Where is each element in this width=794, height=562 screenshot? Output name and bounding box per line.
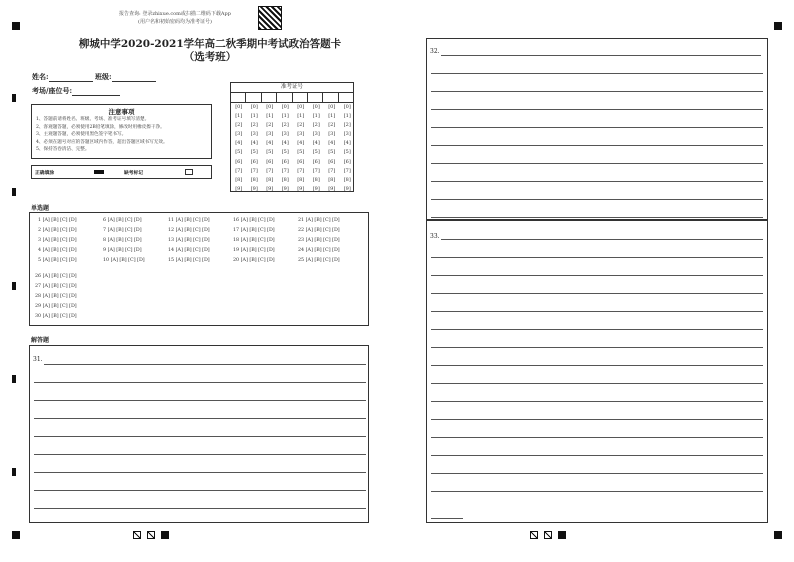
class-label: 班级: — [95, 72, 112, 81]
answer-line[interactable] — [431, 145, 763, 146]
exam-id-bubble[interactable]: [5] — [266, 149, 274, 156]
exam-id-bubble[interactable]: [8] — [281, 176, 289, 183]
exam-id-bubble[interactable]: [8] — [297, 176, 305, 183]
exam-id-bubble[interactable]: [9] — [312, 185, 320, 192]
notice-title: 注意事项 — [108, 108, 135, 116]
choice-question[interactable]: 22 [A] [B] [C] [D] — [298, 228, 340, 233]
question-33-number: 33. — [430, 233, 440, 240]
answer-line[interactable] — [34, 490, 366, 491]
name-row — [32, 72, 156, 82]
answer-line[interactable] — [34, 472, 366, 473]
exam-id-bubble[interactable]: [0] — [312, 104, 320, 110]
choice-question[interactable]: 25 [A] [B] [C] [D] — [298, 258, 340, 263]
answer-line[interactable] — [34, 454, 366, 455]
exam-id-bubble[interactable]: [4] — [328, 140, 336, 147]
timing-mark — [12, 282, 16, 290]
exam-id-bubble[interactable]: [0] — [343, 104, 351, 110]
exam-id-bubble[interactable]: [7] — [281, 167, 289, 174]
exam-id-box — [230, 82, 354, 192]
choice-question[interactable]: 5 [A] [B] [C] [D] — [38, 258, 77, 263]
choice-question[interactable]: 15 [A] [B] [C] [D] — [168, 258, 210, 263]
exam-id-bubble[interactable]: [4] — [266, 140, 274, 147]
seat-field[interactable] — [72, 88, 120, 96]
footer-mark — [544, 531, 552, 539]
exam-id-bubble[interactable]: [2] — [328, 122, 336, 129]
choice-question[interactable]: 8 [A] [B] [C] [D] — [103, 238, 142, 243]
choice-question[interactable]: 16 [A] [B] [C] [D] — [233, 218, 275, 223]
exam-id-bubble[interactable]: [8] — [266, 176, 274, 183]
notice-item: 5、保持答卷清洁、完整。 — [36, 147, 90, 153]
report-note-line2: (用户名和初始密码均为准考证号) — [138, 19, 212, 25]
answer-line[interactable] — [441, 55, 761, 56]
exam-id-bubble[interactable]: [6] — [266, 158, 274, 165]
notice-item: 4、必须在题号对应的答题区域内作答，超出答题区域书写无效。 — [36, 139, 168, 145]
timing-mark — [12, 375, 16, 383]
single-choice-label: 单选题 — [31, 205, 50, 212]
exam-id-bubble[interactable]: [2] — [235, 122, 243, 129]
essay-label: 解答题 — [31, 337, 50, 344]
legend-box — [31, 165, 212, 179]
choice-question[interactable]: 26 [A] [B] [C] [D] — [35, 274, 77, 279]
registration-mark — [774, 22, 782, 30]
name-field[interactable] — [49, 74, 93, 82]
answer-line[interactable] — [431, 181, 763, 182]
exam-id-bubble[interactable]: [8] — [312, 176, 320, 183]
exam-id-bubble[interactable]: [7] — [235, 167, 243, 174]
absent-mark-box[interactable] — [185, 169, 193, 175]
exam-id-bubble[interactable]: [3] — [235, 131, 243, 138]
exam-id-bubble[interactable]: [2] — [266, 122, 274, 129]
qr-code — [258, 6, 282, 30]
exam-id-bubble[interactable]: [2] — [297, 122, 305, 129]
exam-id-bubble[interactable]: [7] — [266, 167, 274, 174]
choice-question[interactable]: 4 [A] [B] [C] [D] — [38, 248, 77, 253]
exam-id-bubble[interactable]: [8] — [235, 176, 243, 183]
exam-id-bubble[interactable]: [8] — [343, 176, 351, 183]
exam-id-column — [262, 103, 278, 194]
report-note — [100, 10, 250, 26]
exam-id-bubble[interactable]: [1] — [328, 113, 336, 120]
exam-id-bubble[interactable]: [0] — [266, 104, 274, 110]
choice-question[interactable]: 7 [A] [B] [C] [D] — [103, 228, 142, 233]
exam-id-bubble[interactable]: [4] — [297, 140, 305, 147]
title-line1: 柳城中学2020-2021学年高二秋季期中考试政治答题卡 — [78, 38, 342, 50]
footer-mark — [161, 531, 169, 539]
notice-item: 2、客观题答题，必须使用2B铅笔填涂，修改时用橡皮擦干净。 — [36, 124, 165, 130]
answer-line[interactable] — [431, 455, 763, 456]
exam-id-bubble[interactable]: [3] — [312, 131, 320, 138]
answer-line[interactable] — [431, 365, 763, 366]
choice-question[interactable]: 6 [A] [B] [C] [D] — [103, 218, 142, 223]
exam-id-column — [340, 103, 356, 194]
title-line2: （选考班） — [183, 51, 237, 63]
exam-id-bubble[interactable]: [0] — [281, 104, 289, 110]
answer-line[interactable] — [431, 73, 763, 74]
timing-mark — [12, 188, 16, 196]
choice-question[interactable]: 18 [A] [B] [C] [D] — [233, 238, 275, 243]
exam-id-bubble[interactable]: [4] — [235, 140, 243, 147]
exam-id-bubble[interactable]: [3] — [250, 131, 258, 138]
exam-id-bubble[interactable]: [8] — [250, 176, 258, 183]
choice-question[interactable]: 10 [A] [B] [C] [D] — [103, 258, 145, 263]
exam-id-bubble[interactable]: [1] — [297, 113, 305, 120]
exam-id-bubble[interactable]: [5] — [281, 149, 289, 156]
exam-id-column — [293, 103, 309, 194]
correct-fill-sample — [94, 170, 104, 174]
exam-id-bubble[interactable]: [1] — [281, 113, 289, 120]
seat-row — [32, 86, 120, 96]
footer-mark — [147, 531, 155, 539]
answer-line[interactable] — [431, 293, 763, 294]
choice-question[interactable]: 21 [A] [B] [C] [D] — [298, 218, 340, 223]
exam-id-bubble[interactable]: [2] — [250, 122, 258, 129]
timing-mark — [12, 468, 16, 476]
exam-id-column — [324, 103, 340, 194]
correct-fill-label: 正确填涂 — [35, 170, 55, 176]
exam-id-bubble[interactable]: [3] — [297, 131, 305, 138]
seat-label: 考场/座位号: — [32, 86, 73, 95]
exam-id-bubble[interactable]: [9] — [235, 185, 243, 192]
choice-question[interactable]: 14 [A] [B] [C] [D] — [168, 248, 210, 253]
choice-question[interactable]: 29 [A] [B] [C] [D] — [35, 304, 77, 309]
exam-id-bubble[interactable]: [1] — [250, 113, 258, 120]
registration-mark — [12, 22, 20, 30]
notice-item: 3、主观题答题，必须使用黑色签字笔书写。 — [36, 132, 127, 138]
answer-line[interactable] — [34, 436, 366, 437]
answer-line[interactable] — [431, 419, 763, 420]
answer-line[interactable] — [431, 199, 763, 200]
footer-mark — [530, 531, 538, 539]
exam-id-bubble[interactable]: [2] — [312, 122, 320, 129]
answer-line[interactable] — [44, 364, 366, 365]
exam-id-bubble[interactable]: [9] — [343, 185, 351, 192]
choice-question[interactable]: 27 [A] [B] [C] [D] — [35, 284, 77, 289]
choice-question[interactable]: 23 [A] [B] [C] [D] — [298, 238, 340, 243]
exam-id-column — [278, 103, 294, 194]
answer-line[interactable] — [431, 163, 763, 164]
exam-id-bubble[interactable]: [0] — [328, 104, 336, 110]
choice-question[interactable]: 11 [A] [B] [C] [D] — [168, 218, 210, 223]
answer-line[interactable] — [431, 311, 763, 312]
exam-id-bubble[interactable]: [6] — [343, 158, 351, 165]
answer-line[interactable] — [34, 418, 366, 419]
exam-id-bubble[interactable]: [5] — [250, 149, 258, 156]
exam-id-bubble[interactable]: [7] — [250, 167, 258, 174]
exam-id-bubble[interactable]: [4] — [281, 140, 289, 147]
exam-id-bubble[interactable]: [4] — [343, 140, 351, 147]
exam-id-bubble-grid — [231, 103, 355, 194]
question-31-box — [29, 345, 369, 523]
single-choice-box — [29, 212, 369, 326]
exam-id-write-row[interactable] — [231, 93, 353, 103]
answer-line[interactable] — [431, 217, 763, 218]
answer-line[interactable] — [34, 508, 366, 509]
exam-id-bubble[interactable]: [6] — [250, 158, 258, 165]
exam-id-bubble[interactable]: [7] — [297, 167, 305, 174]
exam-id-column — [309, 103, 325, 194]
question-33-box — [426, 220, 768, 523]
choice-question[interactable]: 28 [A] [B] [C] [D] — [35, 294, 77, 299]
exam-id-bubble[interactable]: [9] — [328, 185, 336, 192]
exam-id-bubble[interactable]: [6] — [281, 158, 289, 165]
exam-id-bubble[interactable]: [7] — [343, 167, 351, 174]
answer-line[interactable] — [431, 109, 763, 110]
exam-id-bubble[interactable]: [3] — [266, 131, 274, 138]
absent-mark-label: 缺考标记 — [124, 170, 144, 176]
exam-id-bubble[interactable]: [0] — [235, 104, 243, 110]
exam-id-bubble[interactable]: [8] — [328, 176, 336, 183]
exam-id-bubble[interactable]: [6] — [297, 158, 305, 165]
exam-id-bubble[interactable]: [9] — [281, 185, 289, 192]
answer-line[interactable] — [431, 347, 763, 348]
answer-line[interactable] — [431, 401, 763, 402]
exam-id-bubble[interactable]: [6] — [235, 158, 243, 165]
question-31-number: 31. — [33, 356, 43, 363]
choice-question[interactable]: 13 [A] [B] [C] [D] — [168, 238, 210, 243]
choice-question[interactable]: 9 [A] [B] [C] [D] — [103, 248, 142, 253]
choice-question[interactable]: 20 [A] [B] [C] [D] — [233, 258, 275, 263]
page-title — [60, 38, 360, 64]
exam-id-column — [247, 103, 263, 194]
question-32-number: 32. — [430, 48, 440, 55]
exam-id-bubble[interactable]: [9] — [250, 185, 258, 192]
footer-mark — [558, 531, 566, 539]
exam-id-bubble[interactable]: [5] — [297, 149, 305, 156]
answer-line[interactable] — [431, 91, 763, 92]
choice-question[interactable]: 30 [A] [B] [C] [D] — [35, 314, 77, 319]
answer-line[interactable] — [431, 518, 463, 519]
exam-id-bubble[interactable]: [3] — [281, 131, 289, 138]
answer-line[interactable] — [431, 491, 763, 492]
name-label: 姓名: — [32, 72, 49, 81]
exam-id-bubble[interactable]: [0] — [297, 104, 305, 110]
answer-line[interactable] — [34, 400, 366, 401]
exam-id-bubble[interactable]: [1] — [343, 113, 351, 120]
footer-mark — [133, 531, 141, 539]
exam-id-bubble[interactable]: [9] — [297, 185, 305, 192]
exam-id-bubble[interactable]: [4] — [250, 140, 258, 147]
exam-id-bubble[interactable]: [5] — [235, 149, 243, 156]
answer-line[interactable] — [431, 383, 763, 384]
exam-id-bubble[interactable]: [7] — [328, 167, 336, 174]
exam-id-bubble[interactable]: [1] — [266, 113, 274, 120]
exam-id-bubble[interactable]: [9] — [266, 185, 274, 192]
exam-id-bubble[interactable]: [5] — [312, 149, 320, 156]
exam-id-bubble[interactable]: [5] — [343, 149, 351, 156]
answer-line[interactable] — [431, 473, 763, 474]
choice-question[interactable]: 1 [A] [B] [C] [D] — [38, 218, 77, 223]
choice-question[interactable]: 17 [A] [B] [C] [D] — [233, 228, 275, 233]
answer-line[interactable] — [431, 437, 763, 438]
answer-line[interactable] — [441, 239, 763, 240]
choice-question[interactable]: 24 [A] [B] [C] [D] — [298, 248, 340, 253]
exam-id-bubble[interactable]: [0] — [250, 104, 258, 110]
notice-item: 1、答题前请将姓名、班级、考场、准考证号填写清楚。 — [36, 117, 150, 122]
question-32-box — [426, 38, 768, 220]
answer-line[interactable] — [431, 275, 763, 276]
exam-id-column — [231, 103, 247, 194]
exam-id-bubble[interactable]: [2] — [343, 122, 351, 129]
exam-id-bubble[interactable]: [5] — [328, 149, 336, 156]
exam-id-bubble[interactable]: [3] — [343, 131, 351, 138]
registration-mark — [12, 531, 20, 539]
choice-question[interactable]: 2 [A] [B] [C] [D] — [38, 228, 77, 233]
class-field[interactable] — [112, 74, 156, 82]
answer-line[interactable] — [431, 127, 763, 128]
timing-mark — [12, 94, 16, 102]
exam-id-bubble[interactable]: [2] — [281, 122, 289, 129]
choice-question[interactable]: 3 [A] [B] [C] [D] — [38, 238, 77, 243]
report-note-line1: 报告查询: 登录zhixue.com或扫描二维码下载App — [119, 11, 231, 17]
answer-line[interactable] — [431, 329, 763, 330]
registration-mark — [774, 531, 782, 539]
answer-line[interactable] — [431, 257, 763, 258]
exam-id-bubble[interactable]: [3] — [328, 131, 336, 138]
choice-question[interactable]: 12 [A] [B] [C] [D] — [168, 228, 210, 233]
choice-question[interactable]: 19 [A] [B] [C] [D] — [233, 248, 275, 253]
exam-id-bubble[interactable]: [6] — [328, 158, 336, 165]
exam-id-bubble[interactable]: [7] — [312, 167, 320, 174]
answer-line[interactable] — [34, 382, 366, 383]
notice-box — [31, 104, 212, 159]
exam-id-bubble[interactable]: [6] — [312, 158, 320, 165]
exam-id-bubble[interactable]: [4] — [312, 140, 320, 147]
exam-id-title: 准考证号 — [231, 83, 353, 93]
exam-id-bubble[interactable]: [1] — [312, 113, 320, 120]
exam-id-bubble[interactable]: [1] — [235, 113, 243, 120]
